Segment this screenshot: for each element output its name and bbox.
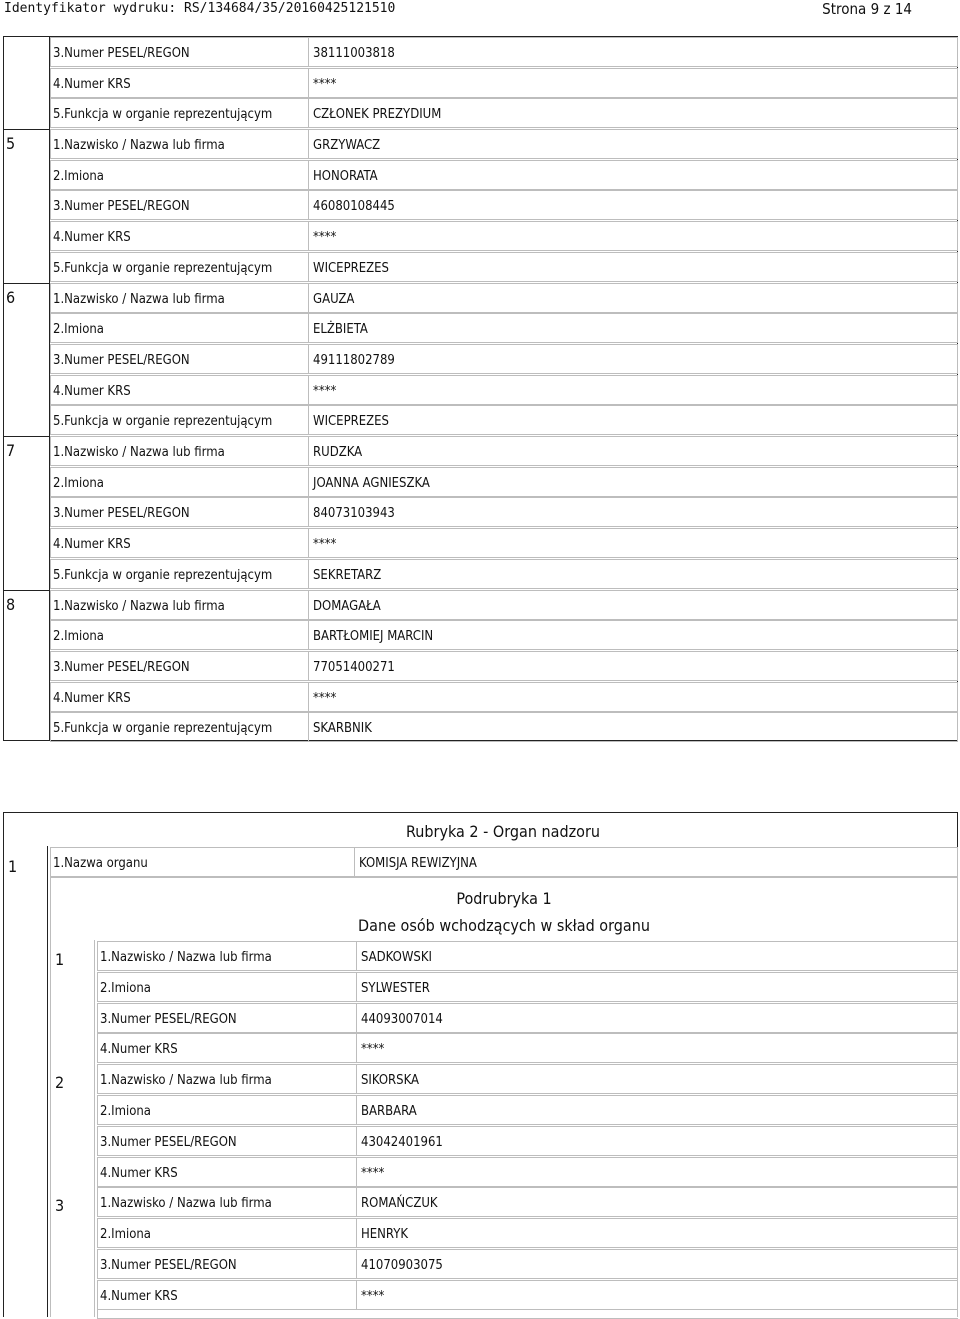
podrubryka-subtitle: Dane osób wchodzących w skład organu bbox=[358, 916, 650, 935]
rep-pesel-value: 49111802789 bbox=[313, 353, 395, 368]
rep-krs bbox=[50, 221, 958, 251]
member-names-label: 2.Imiona bbox=[100, 1227, 151, 1242]
member-surname-value: SIKORSKA bbox=[361, 1073, 420, 1088]
rep-krs-label: 4.Numer KRS bbox=[53, 384, 131, 399]
rep-surname-label: 1.Nazwisko / Nazwa lub firma bbox=[53, 138, 225, 153]
rep-names-label: 2.Imiona bbox=[53, 169, 104, 184]
rep-krs-value: **** bbox=[313, 537, 337, 552]
rep-function bbox=[50, 252, 958, 282]
rep-left-column bbox=[49, 36, 50, 741]
rep-krs-label: 4.Numer KRS bbox=[53, 230, 131, 245]
member-surname bbox=[97, 941, 958, 971]
rep-pesel-value: 84073103943 bbox=[313, 506, 395, 521]
rubryka2-left-column bbox=[3, 846, 48, 1317]
member-krs-value: **** bbox=[361, 1166, 385, 1181]
rep-surname-label: 1.Nazwisko / Nazwa lub firma bbox=[53, 292, 225, 307]
rep-pesel bbox=[50, 497, 958, 527]
rep-names bbox=[50, 313, 958, 343]
member-pesel-label: 3.Numer PESEL/REGON bbox=[100, 1258, 237, 1273]
rep-pesel-label: 3.Numer PESEL/REGON bbox=[53, 199, 190, 214]
member-surname-label: 1.Nazwisko / Nazwa lub firma bbox=[100, 1196, 272, 1211]
member-names bbox=[97, 1095, 958, 1125]
rep-names-label: 2.Imiona bbox=[53, 629, 104, 644]
rep-names-value: ELŻBIETA bbox=[313, 322, 368, 337]
member-krs bbox=[97, 1280, 958, 1310]
member-names-value: SYLWESTER bbox=[361, 981, 430, 996]
rep-names-value: BARTŁOMIEJ MARCIN bbox=[313, 629, 434, 644]
rep-function-value: SEKRETARZ bbox=[313, 568, 382, 583]
print-identifier: Identyfikator wydruku: RS/134684/35/20160425121510 bbox=[4, 1, 396, 16]
podrubryka-title: Podrubryka 1 bbox=[456, 889, 552, 908]
rep-names-label: 2.Imiona bbox=[53, 322, 104, 337]
rep-krs-value: **** bbox=[313, 384, 337, 399]
member-surname-label: 1.Nazwisko / Nazwa lub firma bbox=[100, 950, 272, 965]
rep-cont-function-label: 5.Funkcja w organie reprezentującym bbox=[53, 107, 273, 122]
page-number: Strona 9 z 14 bbox=[822, 0, 912, 18]
member-krs bbox=[97, 1033, 958, 1063]
rep-krs bbox=[50, 375, 958, 405]
member-surname-label: 1.Nazwisko / Nazwa lub firma bbox=[100, 1073, 272, 1088]
rep-surname-value: DOMAGAŁA bbox=[313, 599, 381, 614]
member-krs-label: 4.Numer KRS bbox=[100, 1289, 178, 1304]
rep-cont-krs bbox=[50, 68, 958, 98]
member-number: 2 bbox=[55, 1073, 65, 1092]
member-pesel-value: 41070903075 bbox=[361, 1258, 443, 1273]
podrubryka-left-column bbox=[50, 940, 95, 1317]
member-names-label: 2.Imiona bbox=[100, 981, 151, 996]
member-pesel bbox=[97, 1003, 958, 1033]
rep-surname bbox=[50, 590, 958, 620]
member-surname bbox=[97, 1187, 958, 1217]
rep-names-label: 2.Imiona bbox=[53, 476, 104, 491]
rep-pesel bbox=[50, 651, 958, 681]
organ-name-row bbox=[50, 847, 958, 877]
rep-surname-value: RUDZKA bbox=[313, 445, 363, 460]
member-pesel-value: 43042401961 bbox=[361, 1135, 443, 1150]
rep-number: 5 bbox=[6, 134, 16, 153]
page-header bbox=[0, 0, 960, 20]
rep-function bbox=[50, 712, 958, 742]
rep-surname-value: GAUZA bbox=[313, 292, 355, 307]
member-pesel-label: 3.Numer PESEL/REGON bbox=[100, 1012, 237, 1027]
rep-pesel-label: 3.Numer PESEL/REGON bbox=[53, 353, 190, 368]
rep-names-value: JOANNA AGNIESZKA bbox=[313, 476, 430, 491]
member-surname-value: ROMAŃCZUK bbox=[361, 1196, 438, 1211]
rep-krs-label: 4.Numer KRS bbox=[53, 691, 131, 706]
member-krs bbox=[97, 1157, 958, 1187]
next-row-stub bbox=[97, 1309, 958, 1319]
member-krs-label: 4.Numer KRS bbox=[100, 1166, 178, 1181]
member-pesel-value: 44093007014 bbox=[361, 1012, 443, 1027]
rep-number: 6 bbox=[6, 288, 16, 307]
rep-function bbox=[50, 559, 958, 589]
rep-cont-pesel-value: 38111003818 bbox=[313, 46, 395, 61]
rep-surname bbox=[50, 283, 958, 313]
member-names-value: HENRYK bbox=[361, 1227, 409, 1242]
rep-krs-label: 4.Numer KRS bbox=[53, 537, 131, 552]
member-krs-value: **** bbox=[361, 1042, 385, 1057]
member-pesel bbox=[97, 1126, 958, 1156]
rep-pesel-value: 77051400271 bbox=[313, 660, 395, 675]
rep-surname-label: 1.Nazwisko / Nazwa lub firma bbox=[53, 445, 225, 460]
rep-surname-value: GRZYWACZ bbox=[313, 138, 381, 153]
rep-surname-label: 1.Nazwisko / Nazwa lub firma bbox=[53, 599, 225, 614]
rep-cont-pesel-label: 3.Numer PESEL/REGON bbox=[53, 46, 190, 61]
member-names bbox=[97, 972, 958, 1002]
rep-cont-function-value: CZŁONEK PREZYDIUM bbox=[313, 107, 442, 122]
member-surname-value: SADKOWSKI bbox=[361, 950, 432, 965]
organ-number: 1 bbox=[8, 857, 18, 876]
member-names bbox=[97, 1218, 958, 1248]
rep-number: 7 bbox=[6, 441, 16, 460]
member-number: 3 bbox=[55, 1196, 65, 1215]
member-names-label: 2.Imiona bbox=[100, 1104, 151, 1119]
rep-separator bbox=[3, 283, 50, 284]
rep-pesel-label: 3.Numer PESEL/REGON bbox=[53, 506, 190, 521]
member-names-value: BARBARA bbox=[361, 1104, 417, 1119]
rep-function-label: 5.Funkcja w organie reprezentującym bbox=[53, 261, 273, 276]
rubryka2-title: Rubryka 2 - Organ nadzoru bbox=[405, 822, 600, 841]
organ-name-label: 1.Nazwa organu bbox=[53, 856, 148, 871]
organ-name-value: KOMISJA REWIZYJNA bbox=[359, 856, 477, 871]
rep-cont-krs-label: 4.Numer KRS bbox=[53, 77, 131, 92]
rep-surname bbox=[50, 129, 958, 159]
rep-names bbox=[50, 620, 958, 650]
rep-krs bbox=[50, 682, 958, 712]
rep-pesel bbox=[50, 344, 958, 374]
rep-krs-value: **** bbox=[313, 691, 337, 706]
rep-pesel-label: 3.Numer PESEL/REGON bbox=[53, 660, 190, 675]
rep-krs-value: **** bbox=[313, 230, 337, 245]
member-pesel bbox=[97, 1249, 958, 1279]
rep-cont-krs-value: **** bbox=[313, 77, 337, 92]
member-number: 1 bbox=[55, 950, 65, 969]
rep-names bbox=[50, 467, 958, 497]
member-pesel-label: 3.Numer PESEL/REGON bbox=[100, 1135, 237, 1150]
rep-function-value: WICEPREZES bbox=[313, 261, 389, 276]
rep-separator bbox=[3, 129, 50, 130]
rep-cont-function bbox=[50, 98, 958, 128]
rep-number: 8 bbox=[6, 595, 16, 614]
rep-separator bbox=[3, 436, 50, 437]
rep-krs bbox=[50, 528, 958, 558]
rep-surname bbox=[50, 436, 958, 466]
rep-function bbox=[50, 405, 958, 435]
rep-separator bbox=[3, 590, 50, 591]
rep-function-label: 5.Funkcja w organie reprezentującym bbox=[53, 414, 273, 429]
rep-pesel bbox=[50, 190, 958, 220]
member-krs-label: 4.Numer KRS bbox=[100, 1042, 178, 1057]
rep-names-value: HONORATA bbox=[313, 169, 378, 184]
rep-function-label: 5.Funkcja w organie reprezentującym bbox=[53, 568, 273, 583]
member-krs-value: **** bbox=[361, 1289, 385, 1304]
rep-function-value: WICEPREZES bbox=[313, 414, 389, 429]
rep-names bbox=[50, 160, 958, 190]
rep-function-value: SKARBNIK bbox=[313, 721, 372, 736]
rep-function-label: 5.Funkcja w organie reprezentującym bbox=[53, 721, 273, 736]
member-surname bbox=[97, 1064, 958, 1094]
rep-cont-pesel bbox=[50, 37, 958, 67]
rep-pesel-value: 46080108445 bbox=[313, 199, 395, 214]
